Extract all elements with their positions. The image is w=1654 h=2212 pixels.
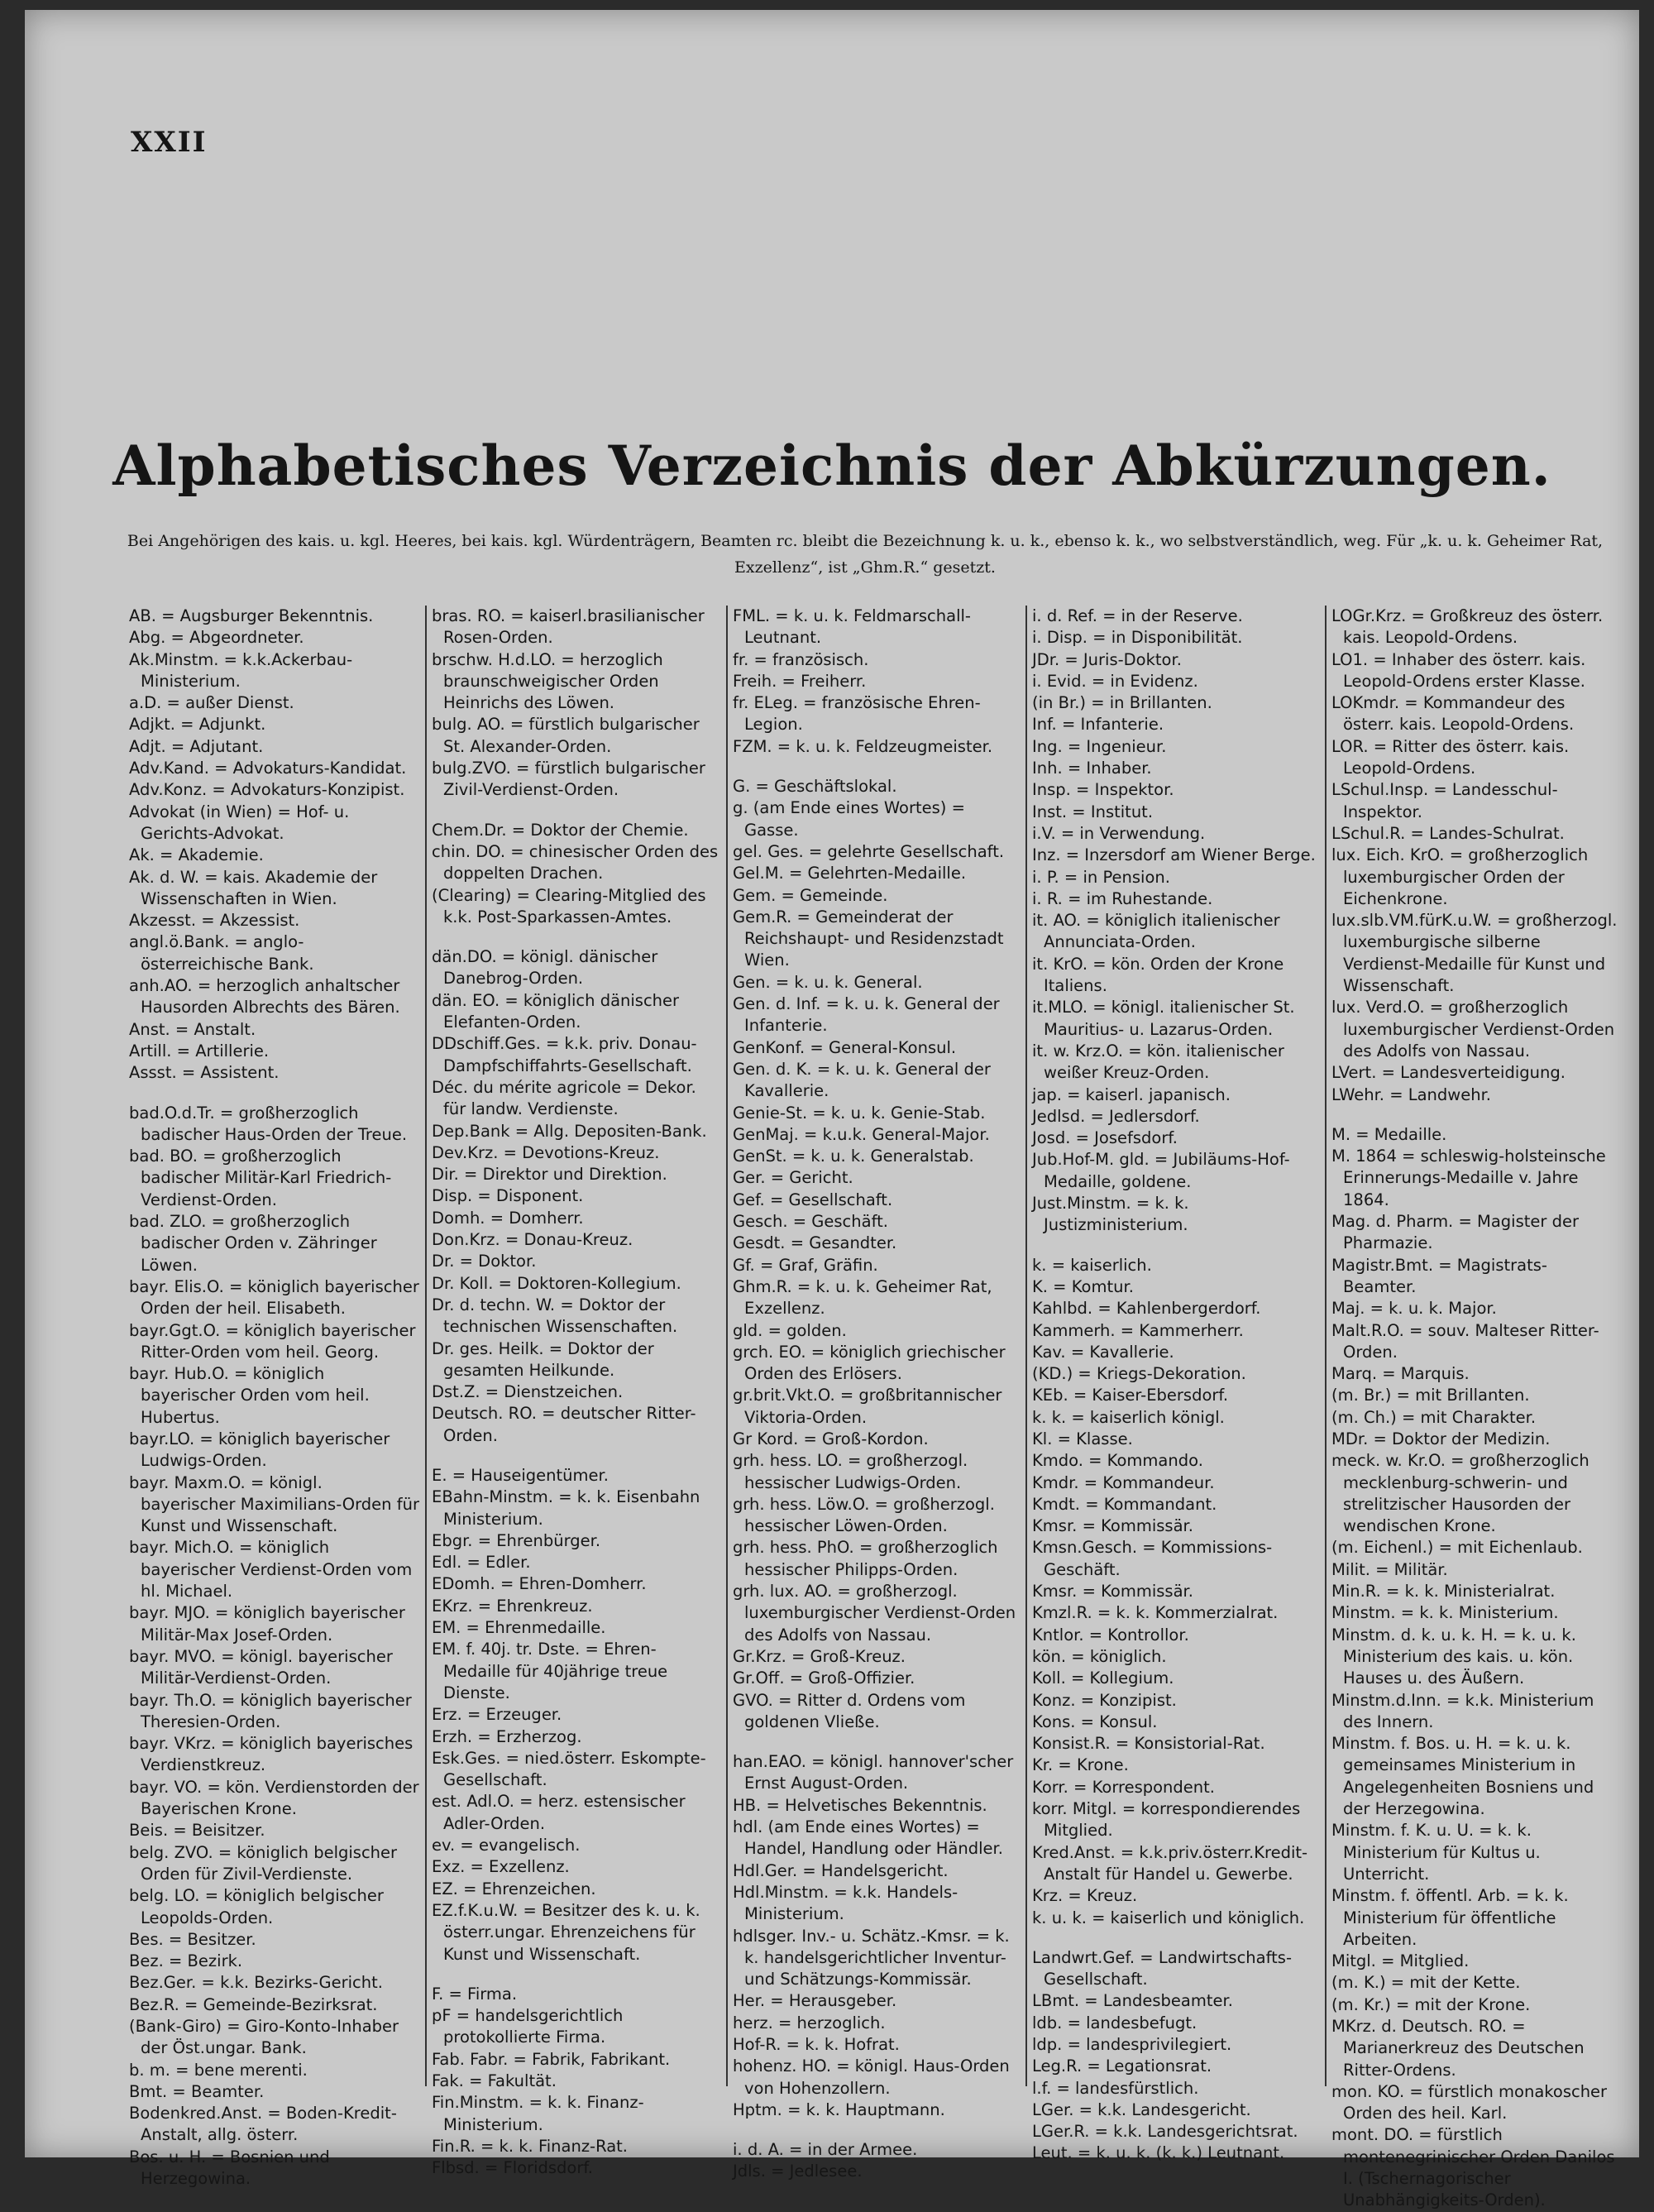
abbreviation-entry: EM. f. 40j. tr. Dste. = Ehren-Medaille für 40jährige treue Dienste.	[432, 1640, 668, 1702]
abbreviation-entry: Dev.Krz. = Devotions-Kreuz.	[432, 1142, 660, 1162]
abbreviation-entry: Kred.Anst. = k.k.priv.österr.Kredit-Anstalt für Handel u. Gewerbe.	[1032, 1842, 1308, 1884]
abbreviation-entry: grh. hess. Löw.O. = großherzogl. hessischer Löwen-Orden.	[733, 1494, 995, 1536]
abbreviation-entry: Leg.R. = Legationsrat.	[1032, 2056, 1212, 2076]
abbreviation-entry: (Clearing) = Clearing-Mitglied des k.k. Post-Sparkassen-Amtes.	[432, 885, 706, 926]
document-page	[25, 10, 1639, 2210]
abbreviation-entry: MKrz. d. Deutsch. RO. = Marianerkreuz des Deutschen Ritter-Ordens.	[1331, 2017, 1585, 2080]
section-gap	[733, 758, 1021, 776]
abbreviation-entry: Krz. = Kreuz.	[1032, 1886, 1138, 1906]
abbreviation-entry: hdlsger. Inv.- u. Schätz.-Kmsr. = k. k. handelsgerichtlicher Inventur- und Schätzungs-Kommissär.	[733, 1926, 1010, 1989]
abbreviation-entry: Maj. = k. u. k. Major.	[1331, 1299, 1497, 1319]
abbreviation-entry: Kahlbd. = Kahlenbergerdorf.	[1032, 1299, 1261, 1319]
abbreviation-entry: (in Br.) = in Brillanten.	[1032, 693, 1212, 713]
abbreviation-entry: bayr. Mich.O. = königlich bayerischer Verdienst-Orden vom hl. Michael.	[129, 1538, 413, 1602]
abbreviation-entry: Minstm. d. k. u. k. H. = k. u. k. Ministerium des kais. u. kön. Hauses u. des Äußern.	[1331, 1625, 1576, 1688]
abbreviation-entry: Gel.M. = Gelehrten-Medaille.	[733, 864, 967, 883]
section-gap	[1032, 1237, 1320, 1255]
abbreviation-entry: i.V. = in Verwendung.	[1032, 823, 1206, 843]
abbreviation-entry: Marq. = Marquis.	[1331, 1364, 1470, 1384]
abbreviation-entry: (m. K.) = mit der Kette.	[1331, 1973, 1521, 1993]
abbreviation-entry: Ger. = Gericht.	[733, 1168, 853, 1188]
abbreviation-entry: F. = Firma.	[432, 1984, 518, 2004]
abbreviation-entry: b. m. = bene merenti.	[129, 2060, 308, 2080]
abbreviation-entry: Erzh. = Erzherzog.	[432, 1726, 582, 1746]
abbreviation-entry: angl.ö.Bank. = anglo-österreichische Bank.	[129, 932, 314, 974]
abbreviation-entry: Minstm. f. öffentl. Arb. = k. k. Ministerium für öffentliche Arbeiten.	[1331, 1886, 1569, 1949]
abbreviation-entry: grch. EO. = königlich griechischer Orden des Erlösers.	[733, 1342, 1006, 1384]
abbreviation-entry: k. k. = kaiserlich königl.	[1032, 1407, 1225, 1427]
abbreviation-entry: Ebgr. = Ehrenbürger.	[432, 1530, 601, 1550]
abbreviation-entry: mon. KO. = fürstlich monakoscher Orden des heil. Karl.	[1331, 2081, 1608, 2123]
abbreviation-entry: Kav. = Kavallerie.	[1032, 1342, 1174, 1362]
abbreviation-entry: it. w. Krz.O. = kön. italienischer weißer Kreuz-Orden.	[1032, 1041, 1284, 1083]
abbreviation-entry: Gr.Krz. = Groß-Kreuz.	[733, 1646, 906, 1666]
abbreviation-entry: Fab. Fabr. = Fabrik, Fabrikant.	[432, 2049, 671, 2069]
section-gap	[1331, 1106, 1618, 1124]
abbreviation-entry: Inf. = Infanterie.	[1032, 715, 1164, 735]
abbreviation-entry: Flbsd. = Floridsdorf.	[432, 2158, 593, 2178]
abbreviation-entry: Milit. = Militär.	[1331, 1559, 1448, 1579]
abbreviation-entry: Gen. = k. u. k. General.	[733, 972, 923, 992]
abbreviation-entry: Adv.Konz. = Advokaturs-Konzipist.	[129, 780, 405, 800]
abbreviation-entry: i. Disp. = in Disponibilität.	[1032, 628, 1243, 648]
abbreviation-entry: mont. DO. = fürstlich montenegrinischer Orden Danilos I. (Tschernagorischer Unabhängigkeits-Orden).	[1331, 2125, 1615, 2210]
abbreviation-entry: JDr. = Juris-Doktor.	[1032, 649, 1182, 669]
abbreviation-entry: LVert. = Landesverteidigung.	[1331, 1063, 1566, 1083]
abbreviation-entry: Erz. = Erzeuger.	[432, 1705, 562, 1725]
abbreviation-entry: Don.Krz. = Donau-Kreuz.	[432, 1230, 633, 1250]
abbreviation-entry: Edl. = Edler.	[432, 1553, 531, 1573]
abbreviation-entry: LWehr. = Landwehr.	[1331, 1084, 1492, 1104]
abbreviation-entry: LBmt. = Landesbeamter.	[1032, 1991, 1233, 2011]
abbreviation-entry: bayr. VKrz. = königlich bayerisches Verdienstkreuz.	[129, 1734, 414, 1775]
abbreviation-entry: meck. w. Kr.O. = großherzoglich mecklenburg-schwerin- und strelitzischer Hausorden der wendischen Krone.	[1331, 1451, 1589, 1536]
abbreviation-entry: hohenz. HO. = königl. Haus-Orden von Hohenzollern.	[733, 2056, 1010, 2098]
column-4	[1025, 606, 1325, 2163]
page-number: XXII	[131, 126, 208, 159]
abbreviation-entry: dän. EO. = königlich dänischer Elefanten-Orden.	[432, 990, 680, 1032]
abbreviation-entry: Minstm.d.Inn. = k.k. Ministerium des Innern.	[1331, 1690, 1594, 1731]
abbreviation-entry: Mag. d. Pharm. = Magister der Pharmazie.	[1331, 1212, 1579, 1253]
abbreviation-entry: it. KrO. = kön. Orden der Krone Italiens.	[1032, 954, 1284, 996]
abbreviation-entry: Gesdt. = Gesandter.	[733, 1233, 897, 1253]
abbreviation-entry: MDr. = Doktor der Medizin.	[1331, 1429, 1551, 1448]
abbreviation-entry: Leut. = k. u. k. (k. k.) Leutnant.	[1032, 2143, 1285, 2163]
abbreviation-entry: Bez.R. = Gemeinde-Bezirksrat.	[129, 1994, 378, 2014]
abbreviation-entry: Dir. = Direktor und Direktion.	[432, 1165, 667, 1185]
abbreviation-entry: grh. lux. AO. = großherzogl. luxemburgischer Verdienst-Orden des Adolfs von Nassau.	[733, 1582, 1016, 1645]
abbreviation-entry: dän.DO. = königl. dänischer Danebrog-Orden.	[432, 947, 658, 989]
abbreviation-entry: lux. Verd.O. = großherzoglich luxemburgischer Verdienst-Orden des Adolfs von Nassau.	[1331, 998, 1615, 1061]
section-gap	[129, 1084, 420, 1103]
abbreviation-entry: (m. Br.) = mit Brillanten.	[1331, 1386, 1530, 1405]
abbreviation-entry: (KD.) = Kriegs-Dekoration.	[1032, 1364, 1246, 1384]
abbreviation-entry: LO1. = Inhaber des österr. kais. Leopold-Ordens erster Klasse.	[1331, 649, 1586, 691]
abbreviation-entry: Her. = Herausgeber.	[733, 1991, 897, 2011]
abbreviation-entry: Gr.Off. = Groß-Offizier.	[733, 1669, 915, 1688]
section-gap	[432, 802, 721, 820]
abbreviation-entry: herz. = herzoglich.	[733, 2013, 886, 2032]
abbreviation-entry: Dr. d. techn. W. = Doktor der technischen Wissenschaften.	[432, 1295, 678, 1337]
abbreviation-entry: Hptm. = k. k. Hauptmann.	[733, 2099, 945, 2119]
abbreviation-entry: Ing. = Ingenieur.	[1032, 736, 1167, 756]
abbreviation-entry: jap. = kaiserl. japanisch.	[1032, 1084, 1231, 1104]
abbreviation-entry: ev. = evangelisch.	[432, 1836, 581, 1855]
abbreviation-entry: Dep.Bank = Allg. Depositen-Bank.	[432, 1121, 707, 1141]
abbreviation-entry: han.EAO. = königl. hannover'scher Ernst August-Orden.	[733, 1752, 1014, 1793]
abbreviation-entry: Bes. = Besitzer.	[129, 1929, 256, 1949]
abbreviation-entry: Esk.Ges. = nied.österr. Eskompte-Gesellschaft.	[432, 1748, 706, 1790]
abbreviation-entry: grh. hess. PhO. = großherzoglich hessischer Philipps-Orden.	[733, 1538, 998, 1579]
section-gap	[733, 2121, 1021, 2139]
abbreviation-entry: Hof-R. = k. k. Hofrat.	[733, 2035, 900, 2054]
abbreviation-entry: LGer.R. = k.k. Landesgerichtsrat.	[1032, 2122, 1298, 2142]
abbreviation-entry: Adjt. = Adjutant.	[129, 736, 264, 756]
abbreviation-entry: G. = Geschäftslokal.	[733, 777, 897, 797]
abbreviation-entry: Just.Minstm. = k. k. Justizministerium.	[1032, 1194, 1189, 1235]
abbreviation-entry: bad. BO. = großherzoglich badischer Militär-Karl Friedrich-Verdienst-Orden.	[129, 1147, 392, 1209]
abbreviation-entry: Fin.Minstm. = k. k. Finanz-Ministerium.	[432, 2093, 644, 2134]
abbreviation-entry: Insp. = Inspektor.	[1032, 780, 1174, 800]
abbreviation-entry: Kmzl.R. = k. k. Kommerzialrat.	[1032, 1603, 1279, 1623]
abbreviation-entry: fr. = französisch.	[733, 649, 869, 669]
abbreviation-entry: LOR. = Ritter des österr. kais. Leopold-Ordens.	[1331, 736, 1570, 778]
abbreviation-entry: E. = Hauseigentümer.	[432, 1465, 609, 1485]
abbreviation-entry: Kons. = Konsul.	[1032, 1712, 1158, 1731]
abbreviation-entry: EBahn-Minstm. = k. k. Eisenbahn Ministerium.	[432, 1487, 700, 1529]
abbreviation-entry: bayr. Th.O. = königlich bayerischer Theresien-Orden.	[129, 1690, 412, 1731]
abbreviation-entry: Beis. = Beisitzer.	[129, 1821, 265, 1841]
abbreviation-entry: Genie-St. = k. u. k. Genie-Stab.	[733, 1103, 986, 1123]
abbreviation-entry: Konz. = Konzipist.	[1032, 1690, 1177, 1710]
abbreviation-entry: LGer. = k.k. Landesgericht.	[1032, 2099, 1251, 2119]
abbreviation-entry: Ghm.R. = k. u. k. Geheimer Rat, Exzellenz.	[733, 1276, 992, 1319]
abbreviation-entry: (m. Kr.) = mit der Krone.	[1331, 1994, 1531, 2014]
abbreviation-entry: Inh. = Inhaber.	[1032, 759, 1152, 778]
intro-note: Bei Angehörigen des kais. u. kgl. Heeres, bei kais. kgl. Würdenträgern, Beamten rc. bleibt die Bezeichnung k. u. k., ebenso k. k., wo selbstverständlich, weg. Für „k. u. k. Geheimer Rat, Exzellenz“, ist „Ghm.R.“ gesetzt.	[127, 532, 1604, 577]
abbreviation-entry: hdl. (am Ende eines Wortes) = Handel, Handlung oder Händler.	[733, 1817, 1003, 1859]
abbreviation-entry: Jedlsd. = Jedlersdorf.	[1032, 1106, 1200, 1126]
abbreviation-entry: Bez.Ger. = k.k. Bezirks-Gericht.	[129, 1973, 383, 1993]
abbreviation-entry: Bodenkred.Anst. = Boden-Kredit-Anstalt, allg. österr.	[129, 2104, 397, 2145]
abbreviation-entry: gel. Ges. = gelehrte Gesellschaft.	[733, 841, 1005, 861]
abbreviation-entry: Ak. d. W. = kais. Akademie der Wissenschaften in Wien.	[129, 867, 378, 908]
abbreviation-entry: Adjkt. = Adjunkt.	[129, 715, 266, 735]
abbreviation-entry: Minstm. f. K. u. U. = k. k. Ministerium für Kultus u. Unterricht.	[1331, 1821, 1541, 1884]
abbreviation-entry: Ak.Minstm. = k.k.Ackerbau-Ministerium.	[129, 649, 353, 691]
abbreviation-entry: Exz. = Exzellenz.	[432, 1857, 570, 1877]
abbreviation-entry: LSchul.Insp. = Landesschul-Inspektor.	[1331, 780, 1558, 821]
abbreviation-entry: GenSt. = k. u. k. Generalstab.	[733, 1147, 974, 1166]
abbreviation-entry: GenMaj. = k.u.k. General-Major.	[733, 1124, 990, 1144]
abbreviation-entry: bulg.ZVO. = fürstlich bulgarischer Zivil-Verdienst-Orden.	[432, 759, 705, 800]
abbreviation-entry: belg. ZVO. = königlich belgischer Orden für Zivil-Verdienste.	[129, 1842, 398, 1884]
abbreviation-entry: l.f. = landesfürstlich.	[1032, 2078, 1199, 2098]
abbreviation-entry: est. Adl.O. = herz. estensischer Adler-Orden.	[432, 1792, 686, 1833]
abbreviation-entry: EZ. = Ehrenzeichen.	[432, 1879, 596, 1898]
abbreviation-entry: Gf. = Graf, Gräfin.	[733, 1255, 878, 1275]
abbreviation-entry: Jdls. = Jedlesee.	[733, 2162, 863, 2181]
abbreviation-entry: i. R. = im Ruhestande.	[1032, 888, 1213, 908]
abbreviation-entry: DDschiff.Ges. = k.k. priv. Donau-Dampfschiffahrts-Gesellschaft.	[432, 1034, 697, 1075]
abbreviation-entry: Korr. = Korrespondent.	[1032, 1777, 1215, 1797]
abbreviation-entry: Magistr.Bmt. = Magistrats-Beamter.	[1331, 1255, 1547, 1296]
abbreviation-entry: Dst.Z. = Dienstzeichen.	[432, 1382, 624, 1402]
abbreviation-entry: i. d. Ref. = in der Reserve.	[1032, 606, 1243, 625]
abbreviation-entry: KEb. = Kaiser-Ebersdorf.	[1032, 1386, 1229, 1405]
abbreviation-entry: Konsist.R. = Konsistorial-Rat.	[1032, 1734, 1265, 1754]
abbreviation-entry: M. = Medaille.	[1331, 1124, 1447, 1144]
column-5	[1325, 606, 1623, 2210]
section-gap	[432, 1447, 721, 1465]
abbreviation-entry: Gr Kord. = Groß-Kordon.	[733, 1429, 929, 1448]
abbreviation-entry: Kmdr. = Kommandeur.	[1032, 1472, 1215, 1492]
abbreviation-entry: EKrz. = Ehrenkreuz.	[432, 1596, 593, 1616]
abbreviation-entry: a.D. = außer Dienst.	[129, 693, 294, 713]
column-3	[726, 606, 1025, 2181]
abbreviation-entry: bad.O.d.Tr. = großherzoglich badischer Haus-Orden der Treue.	[129, 1103, 408, 1144]
abbreviation-entry: Abg. = Abgeordneter.	[129, 628, 304, 648]
abbreviation-entry: Inst. = Institut.	[1032, 802, 1154, 821]
abbreviation-entry: pF = handelsgerichtlich protokollierte Firma.	[432, 2006, 624, 2047]
abbreviation-entry: i. P. = in Pension.	[1032, 867, 1170, 887]
abbreviation-entry: i. d. A. = in der Armee.	[733, 2140, 918, 2160]
abbreviation-entry: Assst. = Assistent.	[129, 1063, 280, 1083]
column-1	[124, 606, 425, 2189]
abbreviation-entry: lux.slb.VM.fürK.u.W. = großherzogl. luxemburgische silberne Verdienst-Medaille für Kunst und Wissenschaft.	[1331, 911, 1618, 996]
abbreviation-entry: Kntlor. = Kontrollor.	[1032, 1625, 1189, 1645]
abbreviation-entry: Gesch. = Geschäft.	[733, 1212, 888, 1232]
abbreviation-entry: ldp. = landesprivilegiert.	[1032, 2035, 1232, 2054]
abbreviation-entry: belg. LO. = königlich belgischer Leopolds-Orden.	[129, 1886, 384, 1927]
abbreviation-entry: Gef. = Gesellschaft.	[733, 1190, 893, 1209]
abbreviation-entry: ldb. = landesbefugt.	[1032, 2013, 1197, 2032]
abbreviation-entry: Advokat (in Wien) = Hof- u. Gerichts-Advokat.	[129, 802, 350, 843]
abbreviation-entry: Gem. = Gemeinde.	[733, 885, 888, 905]
abbreviation-entry: HB. = Helvetisches Bekenntnis.	[733, 1795, 987, 1815]
abbreviation-entry: Kmdo. = Kommando.	[1032, 1451, 1203, 1471]
abbreviation-entry: bras. RO. = kaiserl.brasilianischer Rosen-Orden.	[432, 606, 705, 648]
abbreviation-entry: bulg. AO. = fürstlich bulgarischer St. Alexander-Orden.	[432, 715, 700, 756]
abbreviation-entry: Kammerh. = Kammerherr.	[1032, 1320, 1244, 1340]
column-2	[425, 606, 726, 2178]
abbreviation-entry: Dr. = Doktor.	[432, 1252, 537, 1271]
abbreviation-entry: bayr. MVO. = königl. bayerischer Militär-Verdienst-Orden.	[129, 1646, 393, 1688]
abbreviation-entry: (m. Eichenl.) = mit Eichenlaub.	[1331, 1538, 1583, 1558]
abbreviation-entry: g. (am Ende eines Wortes) = Gasse.	[733, 798, 965, 840]
abbreviation-entry: Koll. = Kollegium.	[1032, 1669, 1174, 1688]
abbreviation-entry: Hdl.Minstm. = k.k. Handels-Ministerium.	[733, 1882, 958, 1924]
page-title: Alphabetisches Verzeichnis der Abkürzungen.	[112, 433, 1551, 498]
abbreviation-columns	[124, 606, 1623, 2210]
abbreviation-entry: Bos. u. H. = Bosnien und Herzegowina.	[129, 2147, 330, 2189]
abbreviation-entry: Domh. = Domherr.	[432, 1208, 584, 1228]
abbreviation-entry: fr. ELeg. = französische Ehren-Legion.	[733, 693, 981, 735]
abbreviation-entry: Gen. d. Inf. = k. u. k. General der Infanterie.	[733, 994, 1000, 1036]
abbreviation-entry: Jub.Hof-M. gld. = Jubiläums-Hof-Medaille, goldene.	[1032, 1150, 1290, 1191]
abbreviation-entry: bayr. Maxm.O. = königl. bayerischer Maximilians-Orden für Kunst und Wissenschaft.	[129, 1472, 419, 1536]
abbreviation-entry: GenKonf. = General-Konsul.	[733, 1037, 957, 1057]
abbreviation-entry: Kmsr. = Kommissär.	[1032, 1516, 1193, 1536]
abbreviation-entry: LOGr.Krz. = Großkreuz des österr. kais. Leopold-Ordens.	[1331, 606, 1604, 648]
abbreviation-entry: Akzesst. = Akzessist.	[129, 911, 300, 931]
abbreviation-entry: FZM. = k. u. k. Feldzeugmeister.	[733, 736, 993, 756]
abbreviation-entry: Anst. = Anstalt.	[129, 1019, 256, 1039]
abbreviation-entry: LSchul.R. = Landes-Schulrat.	[1331, 823, 1565, 843]
abbreviation-entry: Landwrt.Gef. = Landwirtschafts-Gesellschaft.	[1032, 1947, 1292, 1989]
abbreviation-entry: GVO. = Ritter d. Ordens vom goldenen Vließe.	[733, 1690, 966, 1731]
abbreviation-entry: Inz. = Inzersdorf am Wiener Berge.	[1032, 845, 1316, 865]
abbreviation-entry: Ak. = Akademie.	[129, 845, 264, 865]
abbreviation-entry: bayr.LO. = königlich bayerischer Ludwigs-Orden.	[129, 1429, 390, 1471]
abbreviation-entry: EZ.f.K.u.W. = Besitzer des k. u. k. österr.ungar. Ehrenzeichens für Kunst und Wissenschaft.	[432, 1900, 700, 1964]
abbreviation-entry: it. AO. = königlich italienischer Annunciata-Orden.	[1032, 911, 1280, 952]
abbreviation-entry: Disp. = Disponent.	[432, 1186, 584, 1206]
abbreviation-entry: chin. DO. = chinesischer Orden des doppelten Drachen.	[432, 841, 719, 883]
abbreviation-entry: anh.AO. = herzoglich anhaltscher Hausorden Albrechts des Bären.	[129, 976, 400, 1017]
abbreviation-entry: bayr. MJO. = königlich bayerischer Militär-Max Josef-Orden.	[129, 1603, 405, 1645]
abbreviation-entry: AB. = Augsburger Bekenntnis.	[129, 606, 374, 625]
abbreviation-entry: it.MLO. = königl. italienischer St. Mauritius- u. Lazarus-Orden.	[1032, 998, 1295, 1039]
abbreviation-entry: Deutsch. RO. = deutscher Ritter-Orden.	[432, 1404, 696, 1445]
abbreviation-entry: bayr. Hub.O. = königlich bayerischer Orden vom heil. Hubertus.	[129, 1364, 370, 1427]
abbreviation-entry: K. = Komtur.	[1032, 1276, 1134, 1296]
abbreviation-entry: lux. Eich. KrO. = großherzoglich luxemburgischer Orden der Eichenkrone.	[1331, 845, 1589, 908]
abbreviation-entry: Min.R. = k. k. Ministerialrat.	[1331, 1582, 1556, 1602]
abbreviation-entry: Mitgl. = Mitglied.	[1331, 1951, 1470, 1971]
abbreviation-entry: Kmsr. = Kommissär.	[1032, 1582, 1193, 1602]
section-gap	[1032, 1929, 1320, 1947]
abbreviation-entry: Bez. = Bezirk.	[129, 1951, 243, 1971]
abbreviation-entry: bayr. VO. = kön. Verdienstorden der Bayerischen Krone.	[129, 1777, 419, 1819]
abbreviation-entry: Freih. = Freiherr.	[733, 671, 867, 691]
abbreviation-entry: (Bank-Giro) = Giro-Konto-Inhaber der Öst.ungar. Bank.	[129, 2017, 399, 2058]
abbreviation-entry: Minstm. f. Bos. u. H. = k. u. k. gemeinsames Ministerium in Angelegenheiten Bosniens und der Herzegowina.	[1331, 1734, 1594, 1819]
abbreviation-entry: (m. Ch.) = mit Charakter.	[1331, 1407, 1537, 1427]
abbreviation-entry: Kr. = Krone.	[1032, 1755, 1129, 1775]
abbreviation-entry: Gem.R. = Gemeinderat der Reichshaupt- und Residenzstadt Wien.	[733, 907, 1004, 970]
section-gap	[432, 928, 721, 946]
abbreviation-entry: kön. = königlich.	[1032, 1646, 1167, 1666]
abbreviation-entry: Dr. ges. Heilk. = Doktor der gesamten Heilkunde.	[432, 1338, 654, 1380]
abbreviation-entry: EM. = Ehrenmedaille.	[432, 1618, 606, 1638]
abbreviation-entry: k. = kaiserlich.	[1032, 1255, 1152, 1275]
abbreviation-entry: Kmdt. = Kommandant.	[1032, 1494, 1217, 1514]
abbreviation-entry: Hdl.Ger. = Handelsgericht.	[733, 1860, 949, 1880]
abbreviation-entry: LOKmdr. = Kommandeur des österr. kais. Leopold-Ordens.	[1331, 693, 1575, 735]
abbreviation-entry: gr.brit.Vkt.O. = großbritannischer Viktoria-Orden.	[733, 1386, 1002, 1427]
abbreviation-entry: bad. ZLO. = großherzoglich badischer Orden v. Zähringer Löwen.	[129, 1212, 377, 1275]
abbreviation-entry: k. u. k. = kaiserlich und königlich.	[1032, 1908, 1305, 1927]
abbreviation-entry: brschw. H.d.LO. = herzoglich braunschweigischer Orden Heinrichs des Löwen.	[432, 649, 663, 713]
abbreviation-entry: Fin.R. = k. k. Finanz-Rat.	[432, 2136, 629, 2156]
abbreviation-entry: Josd. = Josefsdorf.	[1032, 1128, 1178, 1148]
abbreviation-entry: Artill. = Artillerie.	[129, 1041, 270, 1061]
abbreviation-entry: gld. = golden.	[733, 1320, 847, 1340]
abbreviation-entry: Kl. = Klasse.	[1032, 1429, 1133, 1448]
abbreviation-entry: bayr. Elis.O. = königlich bayerischer Orden der heil. Elisabeth.	[129, 1276, 419, 1319]
abbreviation-entry: Dr. Koll. = Doktoren-Kollegium.	[432, 1273, 681, 1293]
abbreviation-entry: M. 1864 = schleswig-holsteinsche Erinnerungs-Medaille v. Jahre 1864.	[1331, 1147, 1606, 1209]
abbreviation-entry: FML. = k. u. k. Feldmarschall-Leutnant.	[733, 606, 971, 648]
abbreviation-entry: Gen. d. K. = k. u. k. General der Kavallerie.	[733, 1059, 991, 1101]
abbreviation-entry: Chem.Dr. = Doktor der Chemie.	[432, 820, 689, 840]
abbreviation-entry: bayr.Ggt.O. = königlich bayerischer Ritter-Orden vom heil. Georg.	[129, 1320, 416, 1362]
abbreviation-entry: Adv.Kand. = Advokaturs-Kandidat.	[129, 759, 407, 778]
abbreviation-entry: Malt.R.O. = souv. Malteser Ritter-Orden.	[1331, 1320, 1599, 1362]
abbreviation-entry: Kmsn.Gesch. = Kommissions-Geschäft.	[1032, 1538, 1273, 1579]
abbreviation-entry: Déc. du mérite agricole = Dekor. für landw. Verdienste.	[432, 1077, 696, 1119]
section-gap	[432, 1965, 721, 1984]
abbreviation-entry: Minstm. = k. k. Ministerium.	[1331, 1603, 1559, 1623]
section-gap	[733, 1733, 1021, 1751]
abbreviation-entry: korr. Mitgl. = korrespondierendes Mitglied.	[1032, 1799, 1301, 1841]
abbreviation-entry: Bmt. = Beamter.	[129, 2081, 265, 2101]
abbreviation-entry: Fak. = Fakultät.	[432, 2071, 557, 2090]
abbreviation-entry: EDomh. = Ehren-Domherr.	[432, 1574, 647, 1594]
abbreviation-entry: grh. hess. LO. = großherzogl. hessischer Ludwigs-Orden.	[733, 1451, 968, 1492]
abbreviation-entry: i. Evid. = in Evidenz.	[1032, 671, 1198, 691]
